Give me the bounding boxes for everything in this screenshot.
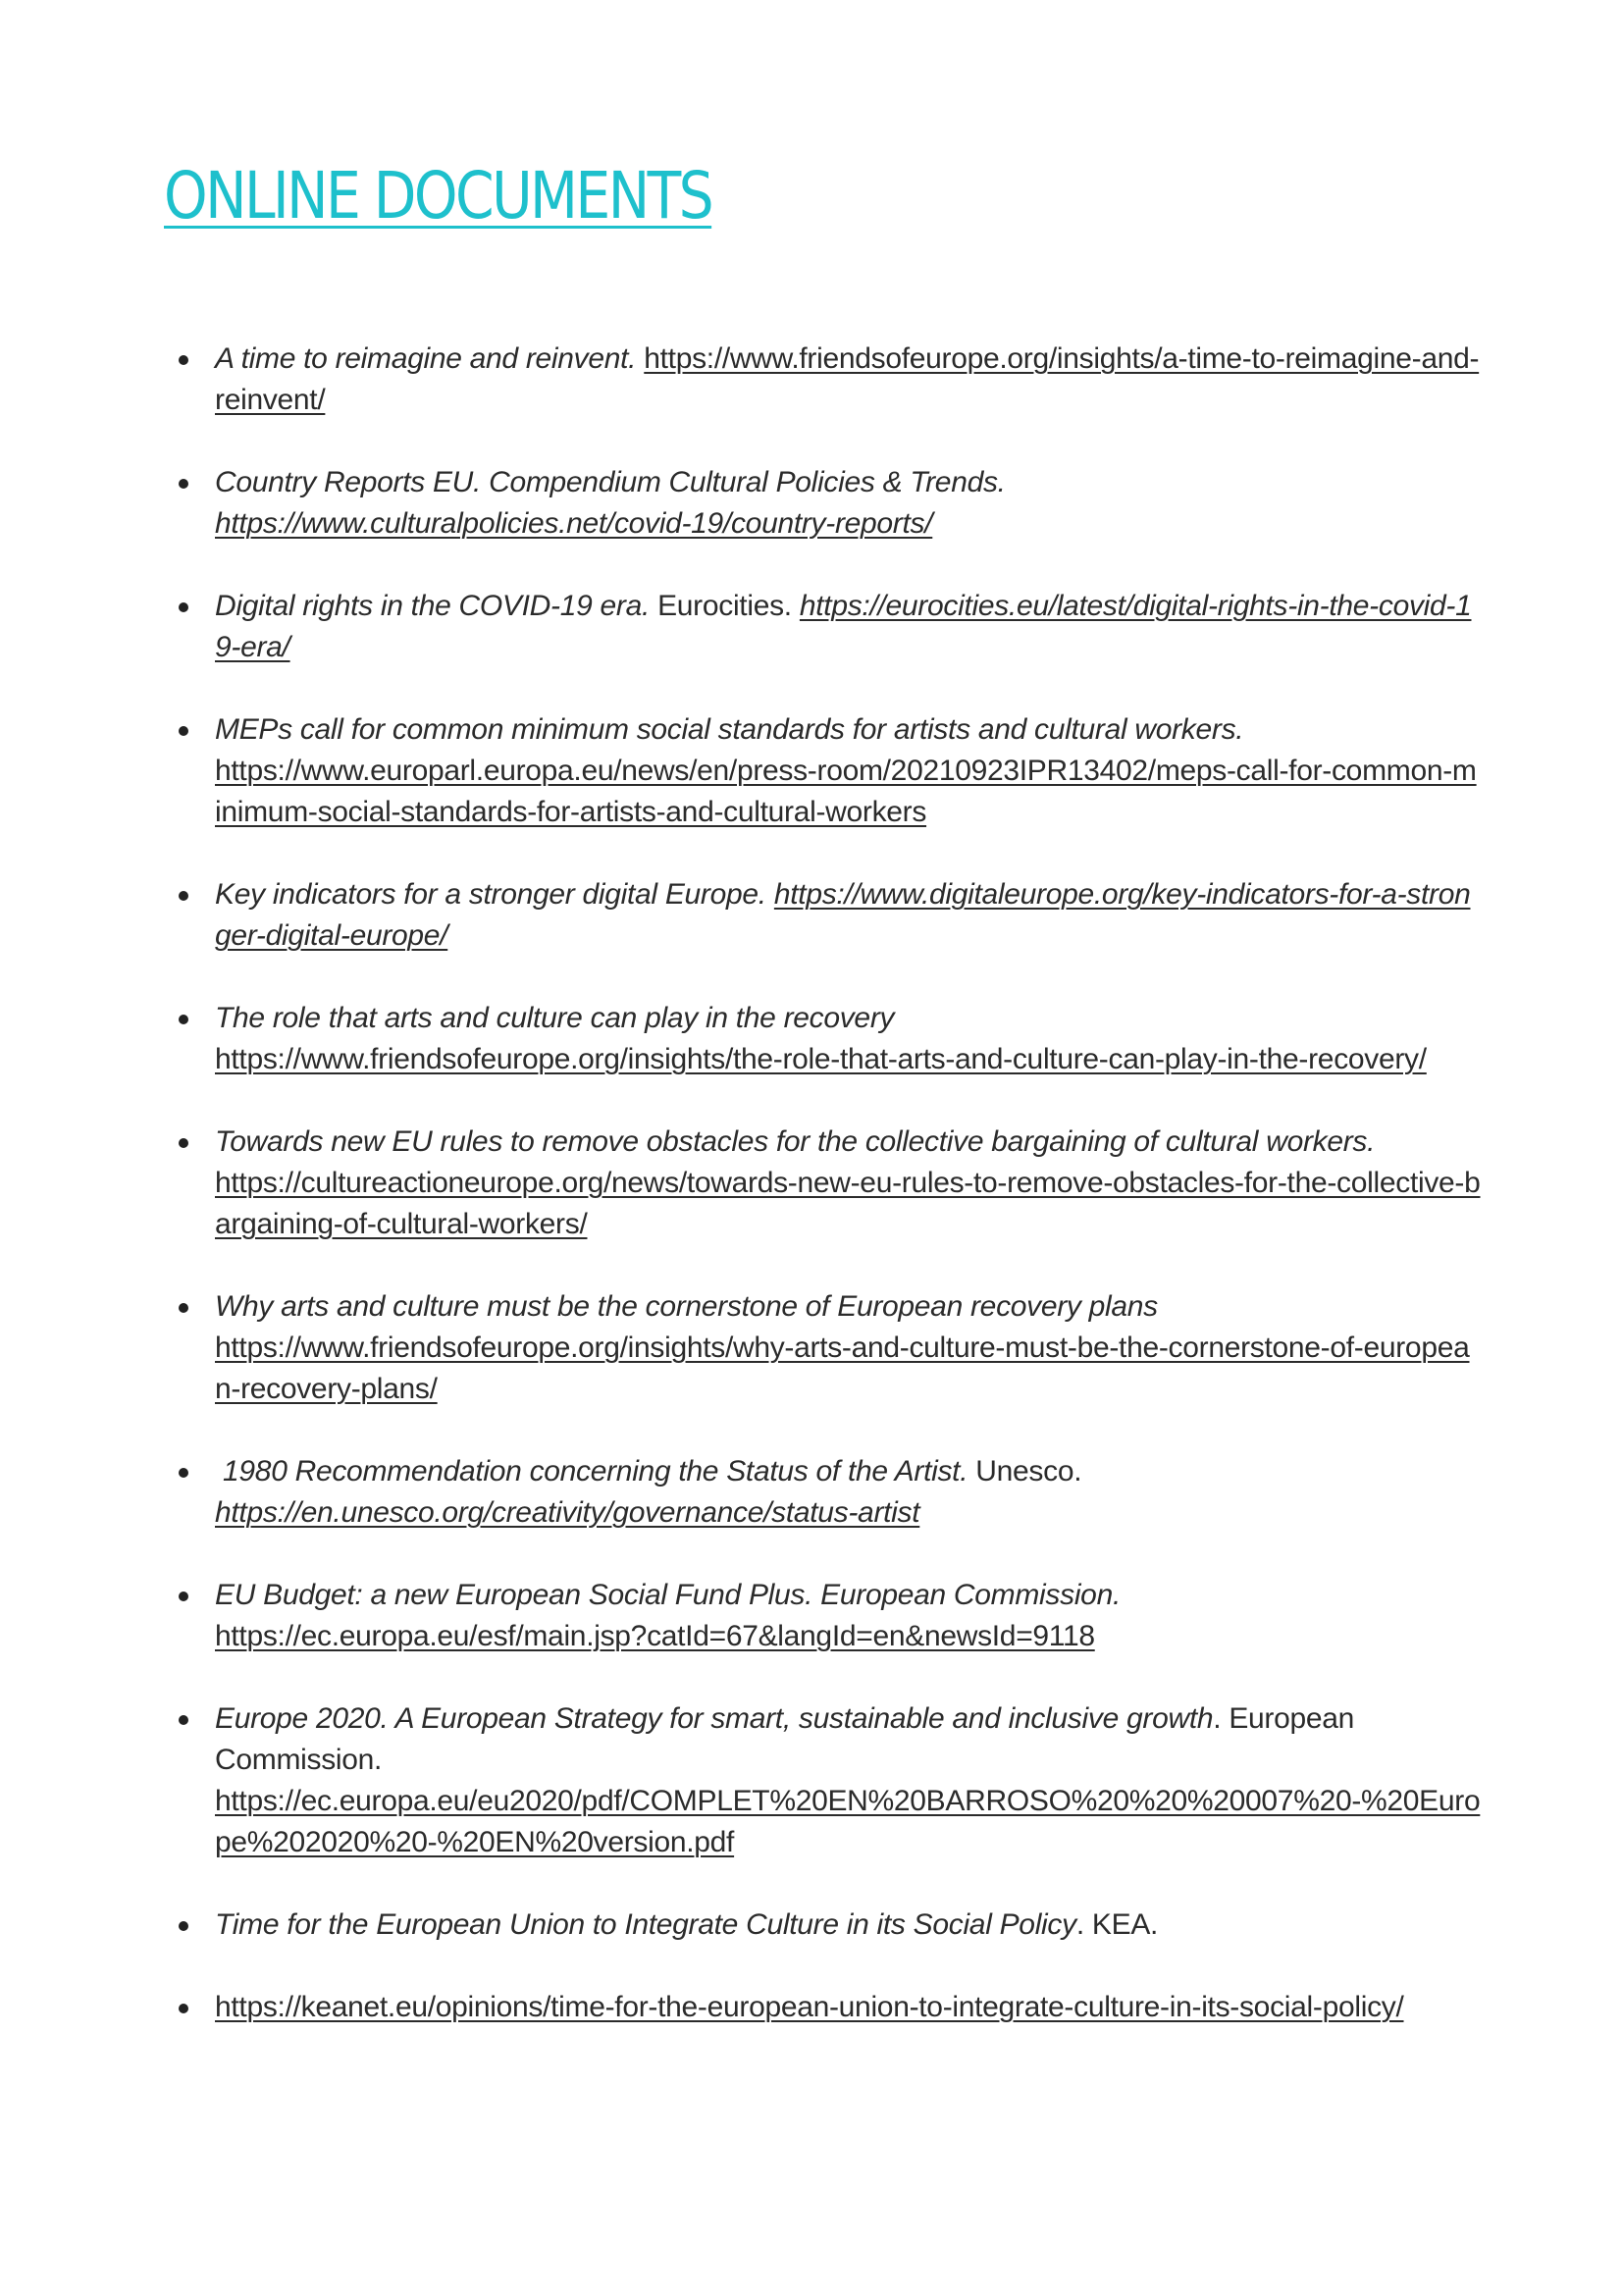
reference-title: Digital rights in the COVID-19 era. [215, 590, 651, 622]
reference-link[interactable]: https://www.friendsofeurope.org/insights/the-role-that-arts-and-culture-can-play-in-the-recovery/ [215, 1043, 1427, 1075]
bullet-icon [179, 1715, 188, 1725]
bullet-icon [179, 891, 188, 901]
page-title: ONLINE DOCUMENTS [164, 158, 712, 234]
reference-link[interactable]: https://www.europarl.europa.eu/news/en/press-room/20210923IPR13402/meps-call-for-common-minimum-social-standards-for-artists-and-cultural-workers [215, 755, 1477, 828]
reference-item [0, 709, 1481, 833]
reference-link[interactable]: https://www.friendsofeurope.org/insights/a-time-to-reimagine-and-reinvent/ [215, 342, 1480, 416]
reference-link[interactable]: https://www.culturalpolicies.net/covid-19/country-reports/ [215, 507, 933, 540]
reference-title: Country Reports EU. Compendium Cultural Policies & Trends. [215, 466, 1006, 498]
bullet-icon [179, 1303, 188, 1313]
bullet-icon [179, 726, 188, 736]
reference-title: MEPs call for common minimum social standards for artists and cultural workers. [215, 713, 1244, 746]
reference-source: . European Commission. [215, 1702, 1355, 1776]
reference-title: EU Budget: a new European Social Fund Plus. European Commission. [215, 1579, 1121, 1611]
reference-link[interactable]: https://cultureactioneurope.org/news/towards-new-eu-rules-to-remove-obstacles-for-the-collective-bargaining-of-cultural-workers/ [215, 1167, 1481, 1240]
reference-link[interactable]: https://www.friendsofeurope.org/insights/why-arts-and-culture-must-be-the-cornerstone-of-european-recovery-plans/ [215, 1331, 1470, 1405]
reference-source: Eurocities. [657, 590, 792, 622]
reference-item [0, 874, 1481, 957]
reference-title: 1980 Recommendation concerning the Status of the Artist. [215, 1455, 968, 1487]
reference-item [0, 1122, 1481, 1245]
reference-item [0, 462, 1481, 545]
reference-title: The role that arts and culture can play in the recovery [215, 1002, 895, 1034]
reference-item [0, 339, 1481, 421]
bullet-icon [179, 1468, 188, 1478]
reference-source: . KEA. [1075, 1908, 1159, 1941]
bullet-icon [179, 602, 188, 612]
reference-source: Unesco. [975, 1455, 1082, 1487]
reference-title: Europe 2020. A European Strategy for smart, sustainable and inclusive growth [215, 1702, 1214, 1735]
bullet-icon [179, 355, 188, 365]
reference-item [0, 1451, 1481, 1534]
reference-title: Towards new EU rules to remove obstacles for the collective bargaining of cultural workers. [215, 1125, 1376, 1158]
bullet-icon [179, 1921, 188, 1931]
reference-item [0, 1987, 1481, 2028]
bullet-icon [179, 479, 188, 489]
reference-link[interactable]: https://ec.europa.eu/esf/main.jsp?catId=67&langId=en&newsId=9118 [215, 1620, 1095, 1652]
bullet-icon [179, 1015, 188, 1024]
reference-title: A time to reimagine and reinvent. [215, 342, 637, 375]
reference-link[interactable]: https://en.unesco.org/creativity/governance/status-artist [215, 1496, 920, 1529]
reference-link[interactable]: https://ec.europa.eu/eu2020/pdf/COMPLET%20EN%20BARROSO%20%20%20007%20-%20Europe%202020%20-%20EN%20version.pdf [215, 1785, 1481, 1858]
reference-item [0, 1286, 1481, 1410]
reference-item [0, 1698, 1481, 1863]
reference-title: Key indicators for a stronger digital Europe. [215, 878, 766, 911]
reference-item [0, 1905, 1481, 1946]
bullet-icon [179, 1592, 188, 1601]
reference-link[interactable]: https://eurocities.eu/latest/digital-rights-in-the-covid-19-era/ [215, 590, 1472, 663]
reference-item [0, 1575, 1481, 1657]
reference-item [0, 998, 1481, 1080]
reference-title: Why arts and culture must be the cornerstone of European recovery plans [215, 1290, 1158, 1323]
reference-item [0, 586, 1481, 668]
bullet-icon [179, 1138, 188, 1148]
reference-link[interactable]: https://www.digitaleurope.org/key-indicators-for-a-stronger-digital-europe/ [215, 878, 1471, 952]
reference-list [0, 339, 1622, 2069]
reference-link[interactable]: https://keanet.eu/opinions/time-for-the-european-union-to-integrate-culture-in-its-social-policy/ [215, 1991, 1404, 2023]
reference-title: Time for the European Union to Integrate Culture in its Social Policy [215, 1908, 1076, 1941]
bullet-icon [179, 2004, 188, 2013]
